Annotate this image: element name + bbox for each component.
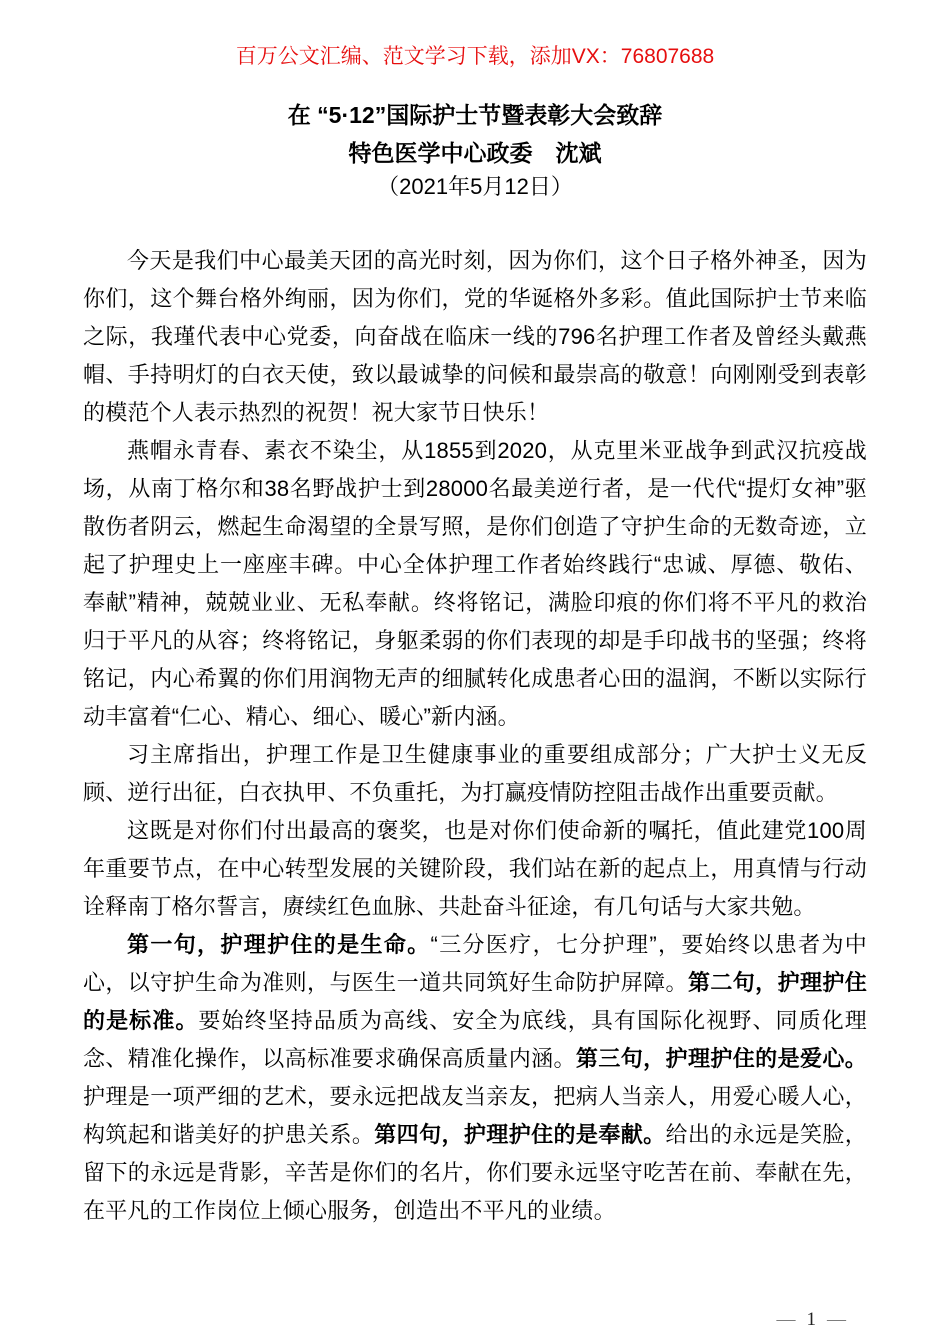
watermark-notice: 百万公文汇编、范文学习下载，添加VX：76807688	[235, 45, 715, 68]
page-number-dash-right: —	[827, 1309, 846, 1330]
document-body	[83, 242, 867, 1230]
point-4-heading: 第四句，护理护住的是奉献。	[374, 1122, 666, 1147]
point-1-heading: 第一句，护理护住的是生命。	[127, 932, 431, 957]
paragraph-3: 习主席指出，护理工作是卫生健康事业的重要组成部分；广大护士义无反顾、逆行出征，白衣执甲、不负重托，为打赢疫情防控阻击战作出重要贡献。	[83, 742, 867, 805]
page-number	[777, 1309, 847, 1331]
document-title: 在 “5·12”国际护士节暨表彰大会致辞	[287, 102, 663, 128]
point-2-heading: 第二句，护理护住的是标准。	[83, 970, 867, 1033]
paragraph-5	[83, 926, 867, 1230]
point-1-text: “三分医疗，七分护理”，要始终以患者为中心，以守护生命为准则，与医生一道共同筑好生命防护屏障。	[83, 932, 867, 995]
paragraph-4: 这既是对你们付出最高的褒奖，也是对你们使命新的嘱托，值此建党100周年重要节点，在中心转型发展的关键阶段，我们站在新的起点上，用真情与行动诠释南丁格尔誓言，赓续红色血脉、共赴奋斗征途，有几句话与大家共勉。	[83, 818, 867, 919]
paragraph-2: 燕帽永青春、素衣不染尘，从1855到2020，从克里米亚战争到武汉抗疫战场，从南丁格尔和38名野战护士到28000名最美逆行者，是一代代“提灯女神”驱散伤者阴云，燃起生命渴望的全景写照，是你们创造了守护生命的无数奇迹，立起了护理史上一座座丰碑。中心全体护理工作者始终践行“忠诚、厚德、敬佑、奉献”精神，兢兢业业、无私奉献。终将铭记，满脸印痕的你们将不平凡的救治归于平凡的从容；终将铭记，身躯柔弱的你们表现的却是手印战书的坚强；终将铭记，内心希翼的你们用润物无声的细腻转化成患者心田的温润，不断以实际行动丰富着“仁心、精心、细心、暖心”新内涵。	[83, 438, 867, 729]
point-3-text: 护理是一项严细的艺术，要永远把战友当亲友，把病人当亲人，用爱心暖人心，构筑起和谐美好的护患关系。	[83, 1084, 867, 1147]
page-number-value: 1	[806, 1309, 816, 1330]
document-date: （2021年5月12日）	[377, 174, 573, 199]
point-3-heading: 第三句，护理护住的是爱心。	[575, 1046, 867, 1071]
document-author-line: 特色医学中心政委 沈斌	[348, 140, 602, 166]
point-4-text: 给出的永远是笑脸，留下的永远是背影，辛苦是你们的名片，你们要永远坚守吃苦在前、奉献在先，在平凡的工作岗位上倾心服务，创造出不平凡的业绩。	[83, 1122, 867, 1223]
paragraph-1: 今天是我们中心最美天团的高光时刻，因为你们，这个日子格外神圣，因为你们，这个舞台格外绚丽，因为你们，党的华诞格外多彩。值此国际护士节来临之际，我瑾代表中心党委，向奋战在临床一线的796名护理工作者及曾经头戴燕帽、手持明灯的白衣天使，致以最诚挚的问候和最崇高的敬意！向刚刚受到表彰的模范个人表示热烈的祝贺！祝大家节日快乐！	[83, 248, 867, 425]
page-number-dash-left: —	[776, 1309, 796, 1330]
point-2-text: 要始终坚持品质为高线、安全为底线，具有国际化视野、同质化理念、精准化操作，以高标准要求确保高质量内涵。	[83, 1008, 867, 1071]
